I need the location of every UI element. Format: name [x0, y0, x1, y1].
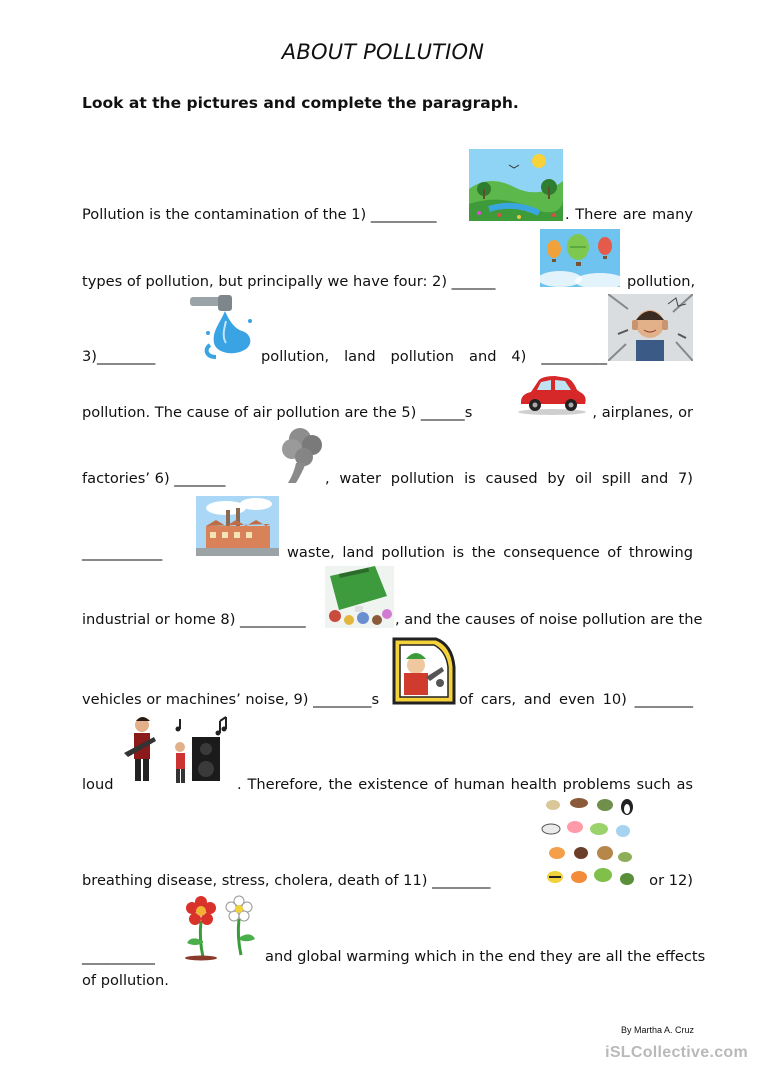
flowers-picture	[181, 895, 261, 961]
line-9-text-a: loud	[82, 776, 114, 793]
air-balloons-picture	[540, 229, 620, 287]
garbage-picture	[325, 566, 394, 628]
line-6-text-a: ___________	[82, 544, 163, 561]
line-10-text-b: or 12)	[649, 872, 693, 889]
line-7-text-a: industrial or home 8) _________	[82, 611, 306, 628]
line-2-text-b: pollution,	[627, 273, 696, 290]
line-11-text-a: __________	[82, 948, 155, 965]
author-credit: By Martha A. Cruz	[620, 1025, 694, 1035]
site-watermark: iSLCollective.com	[605, 1044, 748, 1061]
line-9-text-b: . Therefore, the existence of human health problems such as	[237, 776, 693, 793]
line-11-text-b: and global warming which in the end they are all the effects	[265, 948, 706, 965]
line-3-text-b: pollution, land pollution and 4) _________	[261, 348, 607, 365]
line-8-text-b: of cars, and even 10) ________	[459, 691, 693, 708]
line-8-text-a: vehicles or machines’ noise, 9) ________s	[82, 691, 380, 708]
noise-person-picture	[608, 294, 693, 361]
line-12-text-a: of pollution.	[82, 972, 169, 989]
line-10-text-a: breathing disease, stress, cholera, death of 11) ________	[82, 872, 491, 889]
loud-music-picture	[120, 713, 232, 787]
line-2-text-a: types of pollution, but principally we have four: 2) ______	[82, 273, 496, 290]
line-5-text-a: factories’ 6) _______	[82, 470, 226, 487]
horn-driver-picture	[390, 637, 456, 705]
animals-picture	[539, 795, 639, 889]
instruction: Look at the pictures and complete the paragraph.	[82, 94, 519, 112]
car-picture	[515, 372, 589, 416]
line-4-text-b: , airplanes, or	[592, 404, 693, 421]
line-7-text-b: , and the causes of noise pollution are the	[395, 611, 703, 628]
water-tap-picture	[190, 293, 260, 361]
line-4-text-a: pollution. The cause of air pollution are the 5) ______s	[82, 404, 473, 421]
smoke-picture	[276, 425, 326, 485]
line-1-text-a: Pollution is the contamination of the 1) _________	[82, 206, 437, 223]
line-1-text-b-visible: . There are many	[565, 206, 693, 223]
line-5-text-b: , water pollution is caused by oil spill and 7)	[325, 470, 693, 487]
line-3-text-a: 3)________	[82, 348, 156, 365]
factory-picture	[196, 496, 279, 556]
page-title: ABOUT POLLUTION	[281, 40, 485, 64]
environment-picture	[469, 149, 563, 221]
line-6-text-b: waste, land pollution is the consequence of throwing	[287, 544, 693, 561]
